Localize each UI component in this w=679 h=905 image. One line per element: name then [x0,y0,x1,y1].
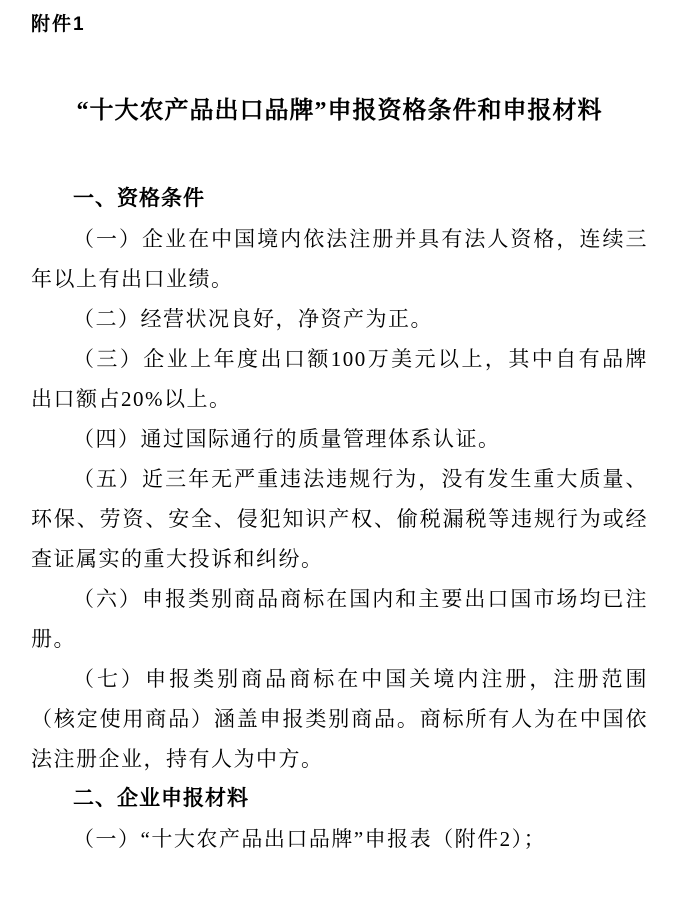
application-material-item-1: （一）“十大农产品出口品牌”申报表（附件2）； [73,827,547,851]
section-heading-application-materials: 二、企业申报材料 [73,787,249,810]
attachment-label: 附件1 [31,14,86,35]
qualification-item-6: （六）申报类别商品商标在国内和主要出口国市场均已注册。 [31,587,648,651]
qualification-item-1: （一）企业在中国境内依法注册并具有法人资格，连续三年以上有出口业绩。 [31,227,648,291]
document-title: “十大农产品出口品牌”申报资格条件和申报材料 [76,98,603,124]
qualification-item-4: （四）通过国际通行的质量管理体系认证。 [73,427,501,451]
section-heading-qualification-conditions: 一、资格条件 [73,187,205,210]
qualification-item-3: （三）企业上年度出口额100万美元以上，其中自有品牌出口额占20%以上。 [31,347,648,411]
qualification-item-2: （二）经营状况良好，净资产为正。 [73,307,433,331]
qualification-item-7: （七）申报类别商品商标在中国关境内注册，注册范围（核定使用商品）涵盖申报类别商品。商标所有人为在中国依法注册企业，持有人为中方。 [31,667,648,771]
qualification-item-5: （五）近三年无严重违法违规行为，没有发生重大质量、环保、劳资、安全、侵犯知识产权、偷税漏税等违规行为或经查证属实的重大投诉和纠纷。 [31,467,648,571]
